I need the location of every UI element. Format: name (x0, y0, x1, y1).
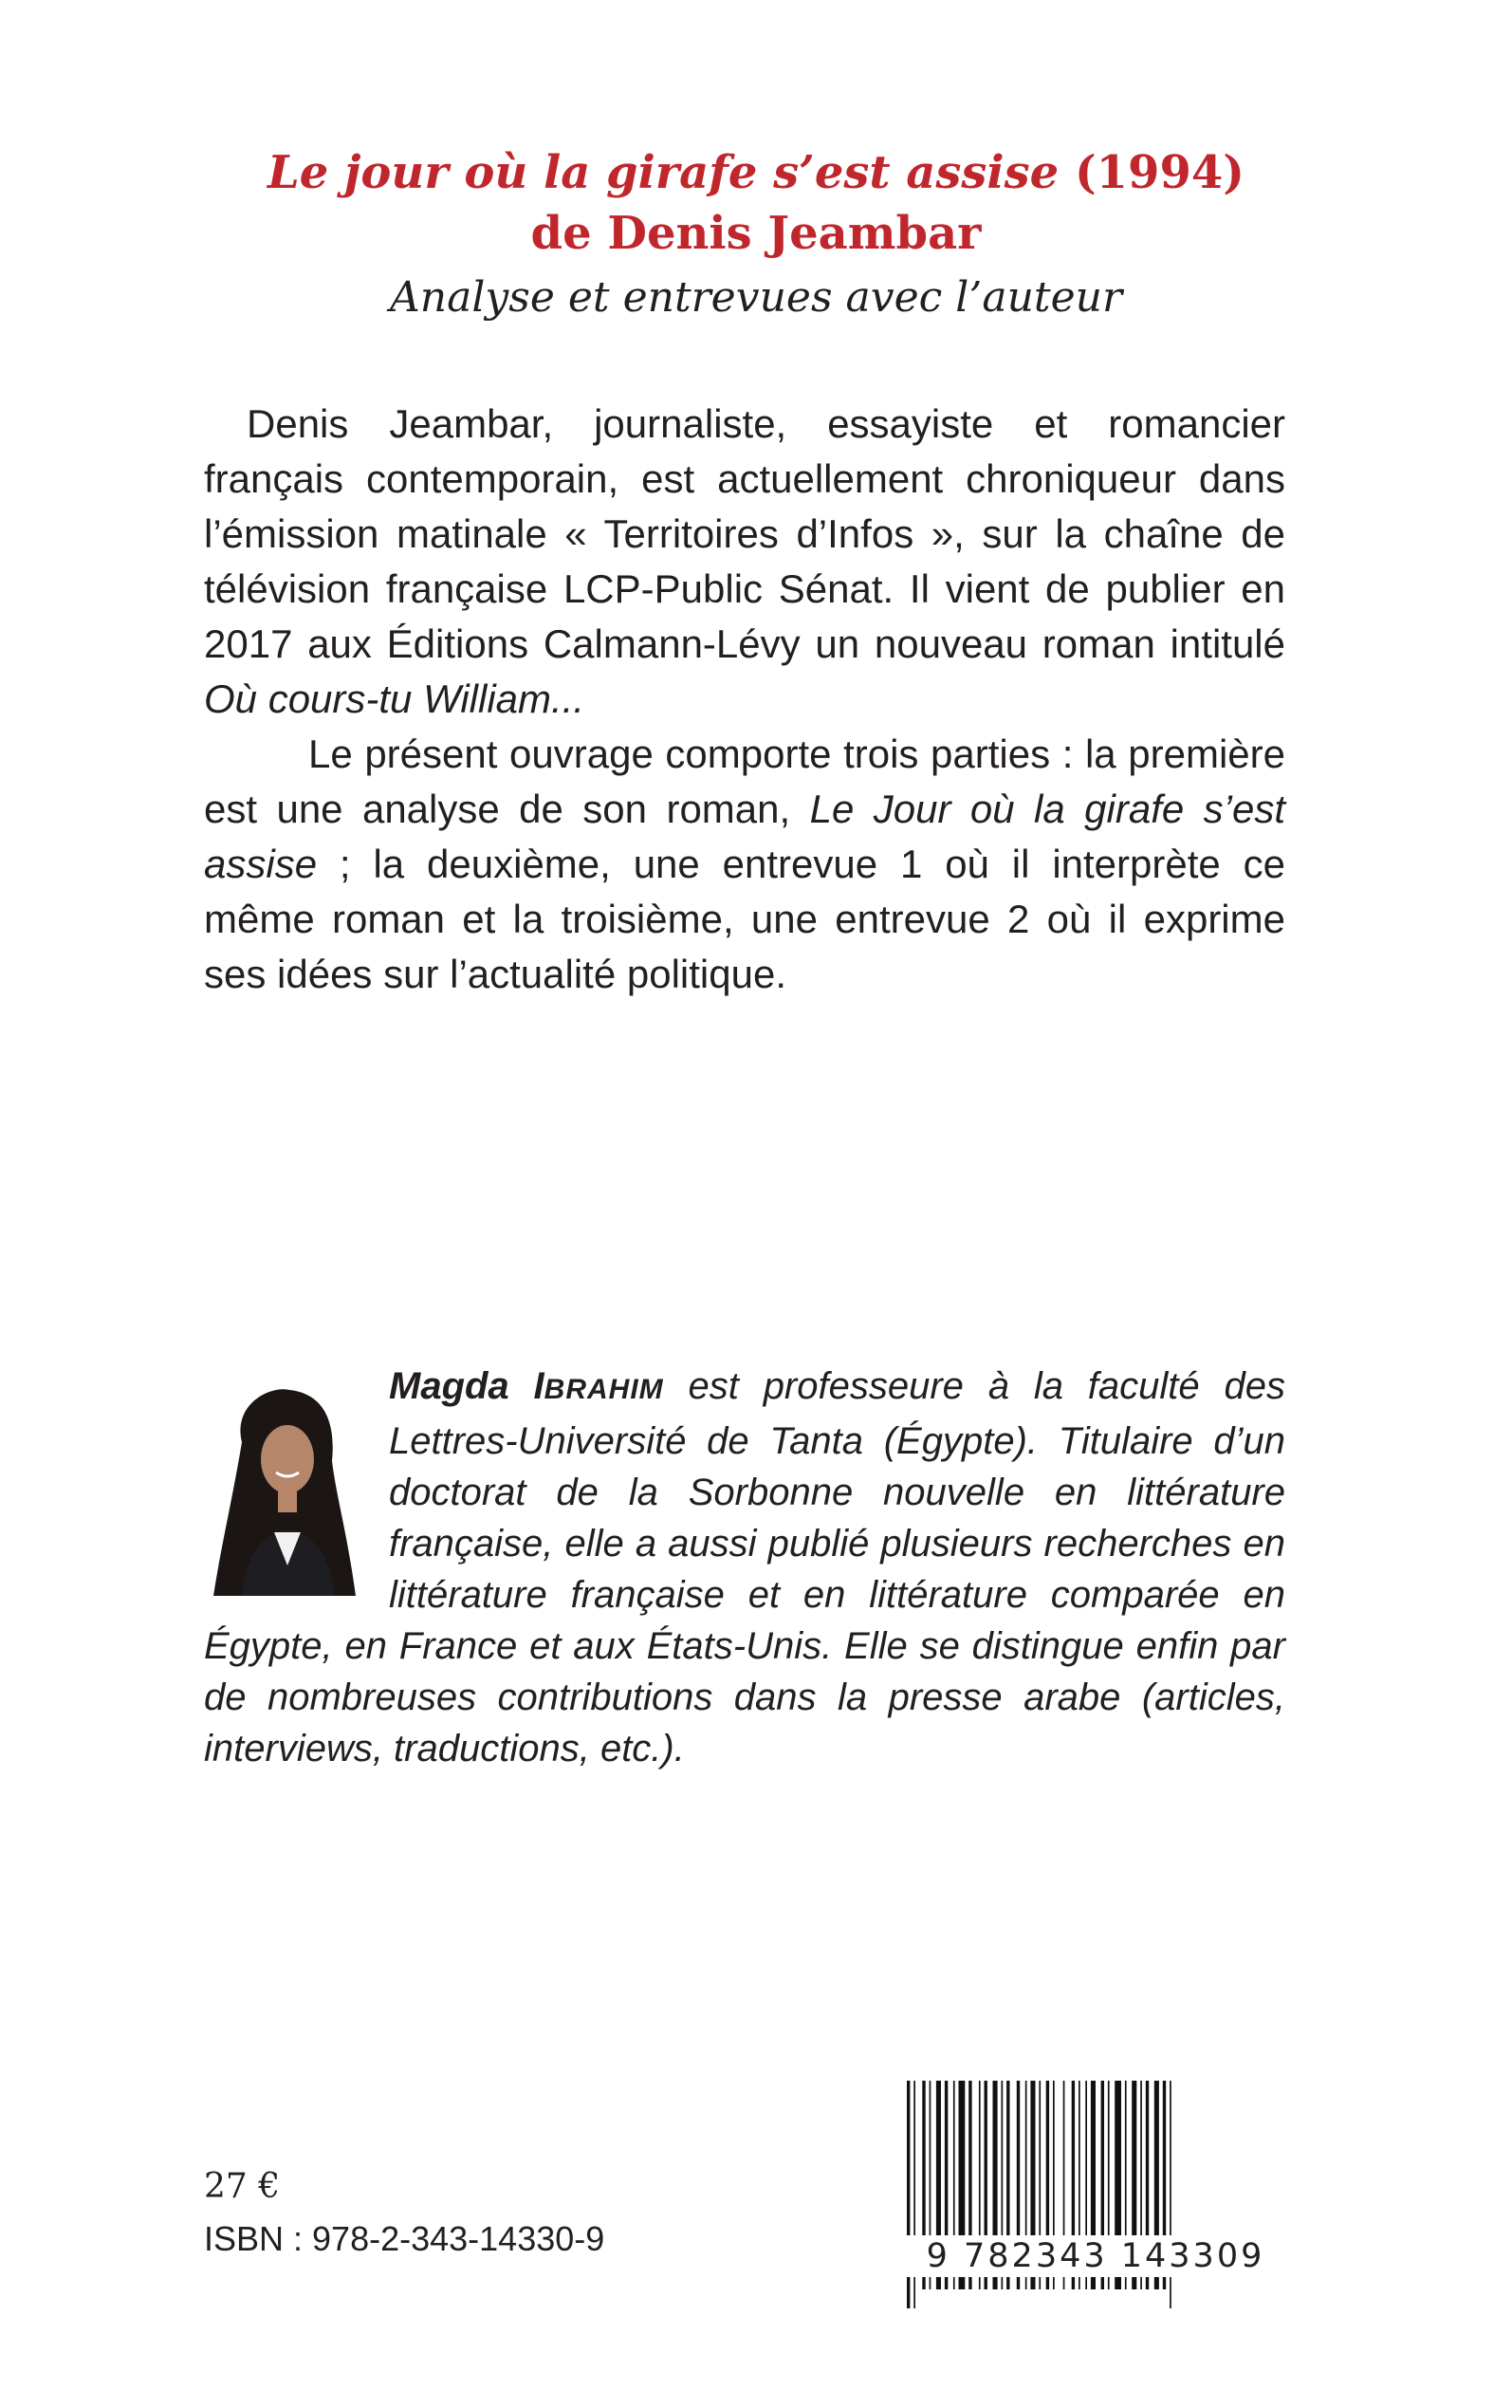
summary-p2-text: Le présent ouvrage comporte trois parties : la première est une analyse de son roman, (204, 732, 1285, 831)
summary-p2-end: ; la deuxième, une entrevue 1 où il interprète ce même roman et la troisième, une entrevue 2 où il exprime ses idées sur l’actualité politique. (204, 842, 1285, 996)
book-year: (1994) (1074, 146, 1245, 199)
summary-text (204, 397, 1285, 1002)
author-last-name (534, 1365, 664, 1407)
book-title-line (0, 142, 1512, 203)
author-first-name: Magda (389, 1365, 509, 1407)
author-last-rest: BRAHIM (544, 1374, 664, 1405)
summary-paragraph-2 (204, 727, 1285, 1002)
photo-float-space (204, 1361, 389, 1615)
bio-text: est professeure à la faculté des Lettres-Université de Tanta (Égypte). Titulaire d’un doctorat de la Sorbonne nouvelle en littérature française, elle a aussi publié plusieurs recherches en littérature française et en littérature comparée en Égypte, en France et aux États-Unis. Elle se distingue enfin par de nombreuses contributions dans la presse arabe (articles, interviews, traductions, etc.). (204, 1365, 1285, 1769)
summary-p1-text: Denis Jeambar, journaliste, essayiste et romancier français contemporain, est actuellement chroniqueur dans l’émission matinale « Territoires d’Infos », sur la chaîne de télévision française LCP-Public Sénat. Il vient de publier en 2017 aux Éditions Calmann-Lévy un nouveau roman intitulé (204, 401, 1285, 666)
barcode-digits: 9 782343 143309 (887, 2235, 1304, 2277)
book-title: Le jour où la girafe s’est assise (267, 146, 1060, 199)
author-last-initial: I (533, 1365, 544, 1407)
subtitle: Analyse et entrevues avec l’auteur (390, 273, 1122, 322)
price: 27 € (204, 2167, 281, 2206)
book-title-italic: Le Jour où la girafe s’est assise (204, 787, 1286, 886)
summary-paragraph-1 (204, 397, 1285, 727)
isbn: ISBN : 978-2-343-14330-9 (204, 2219, 605, 2258)
author-bio (204, 1361, 1285, 1774)
title-block (0, 142, 1512, 328)
author-line: de Denis Jeambar (530, 207, 982, 260)
novel-title-italic: Où cours-tu William... (204, 676, 585, 721)
